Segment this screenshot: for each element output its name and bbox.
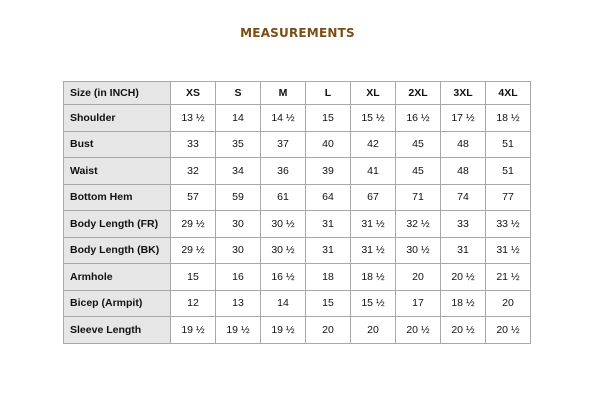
size-header-s: S	[216, 82, 261, 105]
measurement-cell: 16	[216, 264, 261, 291]
measurement-cell: 45	[396, 131, 441, 158]
size-header-2xl: 2XL	[396, 82, 441, 105]
measurement-cell: 61	[261, 184, 306, 211]
measurement-cell: 15 ½	[351, 105, 396, 132]
measurement-cell: 20 ½	[441, 317, 486, 344]
measurement-cell: 20 ½	[486, 317, 531, 344]
measurement-cell: 20	[351, 317, 396, 344]
row-label: Sleeve Length	[64, 317, 171, 344]
measurement-cell: 17 ½	[441, 105, 486, 132]
measurement-cell: 33	[441, 211, 486, 238]
table-body	[64, 105, 531, 344]
page-title: MEASUREMENTS	[240, 26, 355, 40]
measurement-cell: 29 ½	[171, 237, 216, 264]
measurement-cell: 33	[171, 131, 216, 158]
table-row	[64, 237, 531, 264]
measurement-cell: 18 ½	[486, 105, 531, 132]
measurement-cell: 16 ½	[396, 105, 441, 132]
measurement-cell: 51	[486, 131, 531, 158]
measurement-cell: 19 ½	[216, 317, 261, 344]
measurement-cell: 20	[306, 317, 351, 344]
measurement-cell: 30 ½	[396, 237, 441, 264]
measurement-cell: 13	[216, 290, 261, 317]
measurement-cell: 41	[351, 158, 396, 185]
measurement-cell: 71	[396, 184, 441, 211]
measurement-cell: 20 ½	[441, 264, 486, 291]
measurement-cell: 31	[441, 237, 486, 264]
measurement-cell: 31	[306, 237, 351, 264]
size-header-xl: XL	[351, 82, 396, 105]
measurement-cell: 31 ½	[486, 237, 531, 264]
measurement-cell: 30 ½	[261, 237, 306, 264]
size-header-m: M	[261, 82, 306, 105]
measurement-cell: 34	[216, 158, 261, 185]
measurement-cell: 17	[396, 290, 441, 317]
row-label: Body Length (BK)	[64, 237, 171, 264]
table-row	[64, 105, 531, 132]
measurement-cell: 33 ½	[486, 211, 531, 238]
row-label: Bottom Hem	[64, 184, 171, 211]
table-row	[64, 317, 531, 344]
measurement-cell: 14	[261, 290, 306, 317]
row-label: Shoulder	[64, 105, 171, 132]
measurement-cell: 31 ½	[351, 211, 396, 238]
measurement-cell: 57	[171, 184, 216, 211]
corner-label: Size (in INCH)	[64, 82, 171, 105]
measurement-cell: 20 ½	[396, 317, 441, 344]
measurement-cell: 14	[216, 105, 261, 132]
measurement-cell: 15 ½	[351, 290, 396, 317]
table-row	[64, 211, 531, 238]
measurement-cell: 39	[306, 158, 351, 185]
measurement-cell: 59	[216, 184, 261, 211]
row-label: Bust	[64, 131, 171, 158]
measurement-cell: 32 ½	[396, 211, 441, 238]
measurement-cell: 18	[306, 264, 351, 291]
measurement-cell: 36	[261, 158, 306, 185]
measurement-cell: 20	[486, 290, 531, 317]
measurement-cell: 30	[216, 211, 261, 238]
measurement-cell: 67	[351, 184, 396, 211]
header-row	[64, 82, 531, 105]
size-header-3xl: 3XL	[441, 82, 486, 105]
measurement-cell: 30	[216, 237, 261, 264]
table-header	[64, 82, 531, 105]
measurement-cell: 48	[441, 131, 486, 158]
measurement-cell: 51	[486, 158, 531, 185]
measurement-cell: 30 ½	[261, 211, 306, 238]
measurement-cell: 15	[171, 264, 216, 291]
measurement-cell: 74	[441, 184, 486, 211]
measurement-cell: 19 ½	[171, 317, 216, 344]
measurement-cell: 29 ½	[171, 211, 216, 238]
measurement-cell: 21 ½	[486, 264, 531, 291]
measurement-cell: 32	[171, 158, 216, 185]
table-row	[64, 158, 531, 185]
size-header-xs: XS	[171, 82, 216, 105]
measurement-cell: 37	[261, 131, 306, 158]
row-label: Armhole	[64, 264, 171, 291]
table-row	[64, 184, 531, 211]
measurement-cell: 48	[441, 158, 486, 185]
size-header-4xl: 4XL	[486, 82, 531, 105]
row-label: Bicep (Armpit)	[64, 290, 171, 317]
measurement-cell: 77	[486, 184, 531, 211]
table-row	[64, 290, 531, 317]
measurement-cell: 31	[306, 211, 351, 238]
measurement-cell: 12	[171, 290, 216, 317]
measurement-cell: 42	[351, 131, 396, 158]
measurement-cell: 40	[306, 131, 351, 158]
measurement-cell: 45	[396, 158, 441, 185]
measurement-cell: 14 ½	[261, 105, 306, 132]
size-chart-table	[63, 81, 531, 344]
measurement-cell: 35	[216, 131, 261, 158]
measurement-cell: 15	[306, 105, 351, 132]
row-label: Body Length (FR)	[64, 211, 171, 238]
measurement-cell: 13 ½	[171, 105, 216, 132]
measurement-cell: 16 ½	[261, 264, 306, 291]
measurement-cell: 19 ½	[261, 317, 306, 344]
measurement-cell: 18 ½	[441, 290, 486, 317]
table-row	[64, 264, 531, 291]
measurement-cell: 20	[396, 264, 441, 291]
row-label: Waist	[64, 158, 171, 185]
measurement-cell: 64	[306, 184, 351, 211]
table-row	[64, 131, 531, 158]
measurement-cell: 18 ½	[351, 264, 396, 291]
measurement-cell: 15	[306, 290, 351, 317]
size-header-l: L	[306, 82, 351, 105]
measurement-cell: 31 ½	[351, 237, 396, 264]
